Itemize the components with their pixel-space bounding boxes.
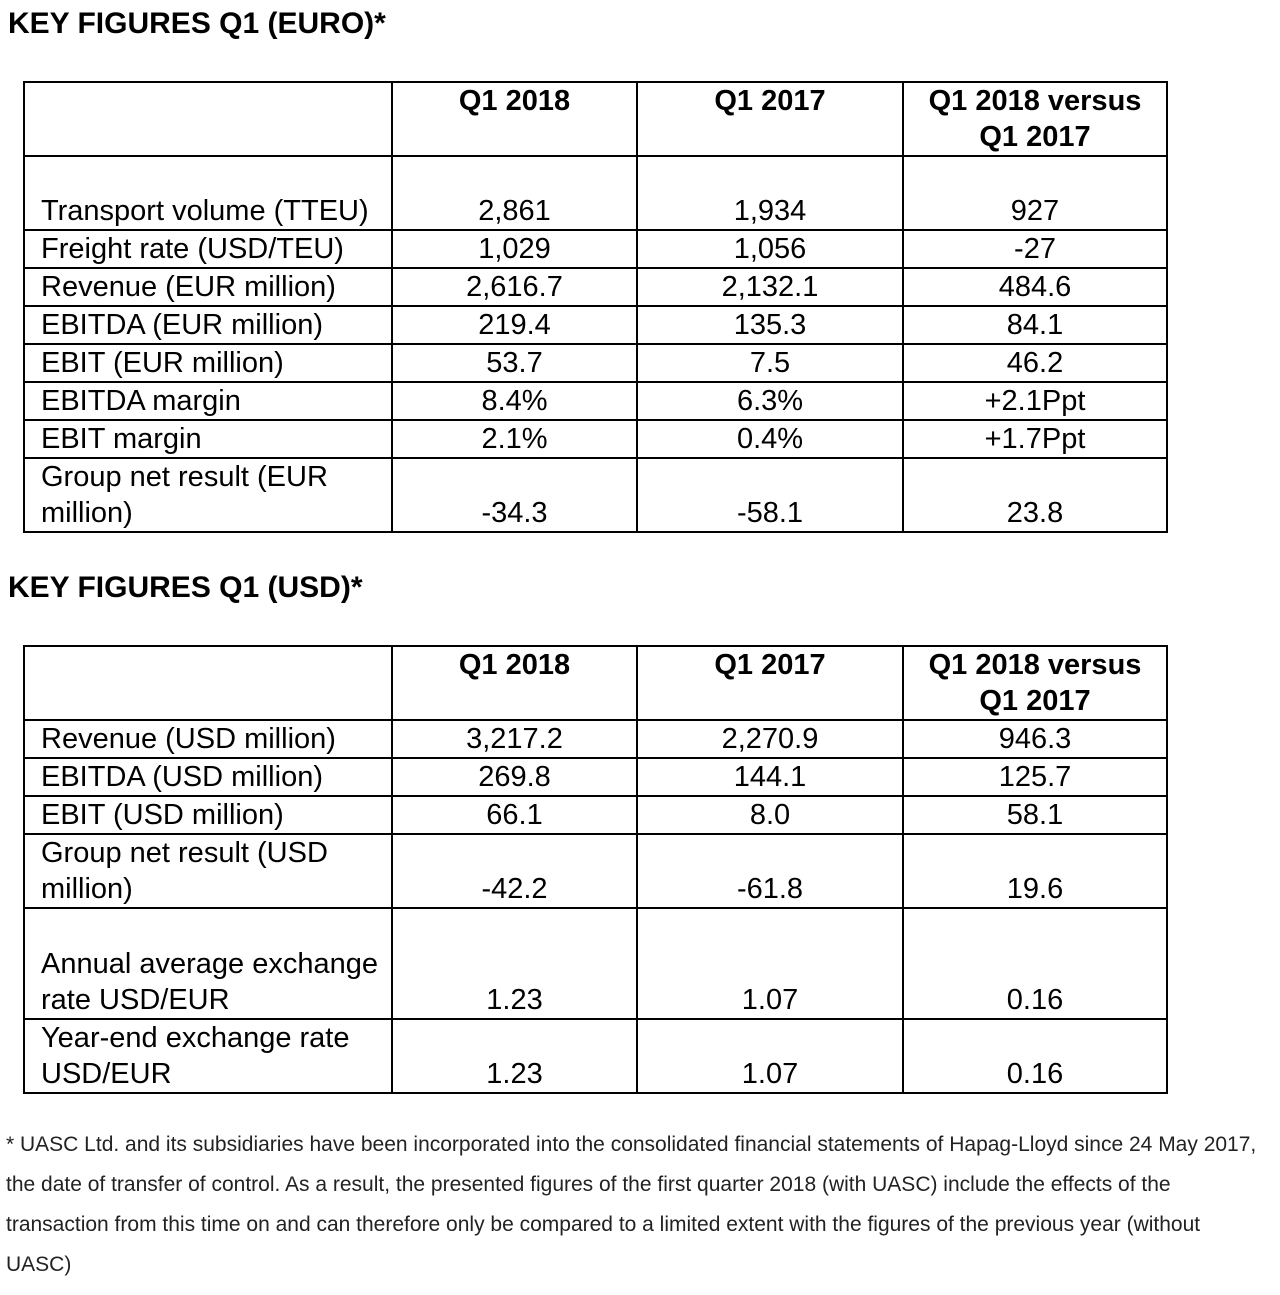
table-row [24,458,1167,532]
value-cell-change: 84.1 [903,306,1167,344]
row-label-cell: EBITDA (EUR million) [24,306,392,344]
table-row [24,382,1167,420]
row-label-cell: Annual average exchange rate USD/EUR [24,908,392,1019]
euro-table-body [24,156,1167,532]
row-label-cell: Revenue (EUR million) [24,268,392,306]
value-cell-q1-2017: -58.1 [637,458,903,532]
table-row [24,1019,1167,1093]
header-cell-q1-2018: Q1 2018 [392,646,637,720]
value-cell-q1-2017: 7.5 [637,344,903,382]
value-cell-q1-2017: 0.4% [637,420,903,458]
table-row [24,268,1167,306]
table-header-row [24,82,1167,156]
value-cell-q1-2017: 1.07 [637,1019,903,1093]
row-label-cell: Group net result (USD million) [24,834,392,908]
value-cell-q1-2018: 219.4 [392,306,637,344]
value-cell-change: 19.6 [903,834,1167,908]
value-cell-q1-2018: 8.4% [392,382,637,420]
table-row [24,720,1167,758]
table-header-row [24,646,1167,720]
key-figures-usd-table [23,645,1168,1094]
table-row [24,908,1167,1019]
value-cell-q1-2018: -34.3 [392,458,637,532]
header-cell-q1-2017: Q1 2017 [637,82,903,156]
header-cell-label [24,646,392,720]
key-figures-euro-table [23,81,1168,533]
value-cell-change: 946.3 [903,720,1167,758]
row-label-cell: EBIT (USD million) [24,796,392,834]
value-cell-q1-2018: 3,217.2 [392,720,637,758]
row-label-cell: Transport volume (TTEU) [24,156,392,230]
row-label-cell: EBIT (EUR million) [24,344,392,382]
value-cell-q1-2017: 2,270.9 [637,720,903,758]
header-cell-change: Q1 2018 versus Q1 2017 [903,646,1167,720]
table-row [24,758,1167,796]
value-cell-change: 0.16 [903,1019,1167,1093]
header-cell-q1-2018: Q1 2018 [392,82,637,156]
value-cell-change: 484.6 [903,268,1167,306]
row-label-cell: Freight rate (USD/TEU) [24,230,392,268]
value-cell-q1-2017: 8.0 [637,796,903,834]
value-cell-change: 125.7 [903,758,1167,796]
value-cell-q1-2017: 1,056 [637,230,903,268]
row-label-cell: Group net result (EUR million) [24,458,392,532]
value-cell-change: +1.7Ppt [903,420,1167,458]
row-label-cell: EBITDA (USD million) [24,758,392,796]
table-row [24,306,1167,344]
header-cell-q1-2017: Q1 2017 [637,646,903,720]
table-row [24,834,1167,908]
value-cell-q1-2017: 1,934 [637,156,903,230]
value-cell-q1-2018: -42.2 [392,834,637,908]
table-row [24,796,1167,834]
value-cell-q1-2017: -61.8 [637,834,903,908]
row-label-cell: EBIT margin [24,420,392,458]
value-cell-q1-2018: 1,029 [392,230,637,268]
euro-table-title: KEY FIGURES Q1 (EURO)* [8,7,386,40]
footnote: * UASC Ltd. and its subsidiaries have been incorporated into the consolidated financial statements of Hapag-Lloyd since 24 May 2017, the date of transfer of control. As a result, the presented figures of the first quarter 2018 (with UASC) include the effects of the transaction from this time on and can therefore only be compared to a limited extent with the figures of the previous year (without UASC) [6,1133,1257,1276]
value-cell-q1-2018: 66.1 [392,796,637,834]
value-cell-q1-2018: 2,861 [392,156,637,230]
value-cell-change: +2.1Ppt [903,382,1167,420]
row-label-cell: EBITDA margin [24,382,392,420]
value-cell-q1-2018: 2,616.7 [392,268,637,306]
header-cell-label [24,82,392,156]
value-cell-q1-2017: 6.3% [637,382,903,420]
value-cell-q1-2017: 1.07 [637,908,903,1019]
usd-table-body [24,720,1167,1093]
value-cell-q1-2018: 2.1% [392,420,637,458]
value-cell-q1-2017: 135.3 [637,306,903,344]
value-cell-q1-2017: 144.1 [637,758,903,796]
value-cell-change: -27 [903,230,1167,268]
value-cell-q1-2018: 1.23 [392,1019,637,1093]
value-cell-q1-2018: 53.7 [392,344,637,382]
value-cell-change: 58.1 [903,796,1167,834]
table-row [24,344,1167,382]
table-row [24,420,1167,458]
usd-table-title: KEY FIGURES Q1 (USD)* [8,571,363,604]
value-cell-change: 23.8 [903,458,1167,532]
table-row [24,156,1167,230]
value-cell-q1-2018: 269.8 [392,758,637,796]
value-cell-change: 927 [903,156,1167,230]
row-label-cell: Year-end exchange rate USD/EUR [24,1019,392,1093]
header-cell-change: Q1 2018 versus Q1 2017 [903,82,1167,156]
value-cell-q1-2018: 1.23 [392,908,637,1019]
value-cell-q1-2017: 2,132.1 [637,268,903,306]
value-cell-change: 46.2 [903,344,1167,382]
row-label-cell: Revenue (USD million) [24,720,392,758]
table-row [24,230,1167,268]
value-cell-change: 0.16 [903,908,1167,1019]
